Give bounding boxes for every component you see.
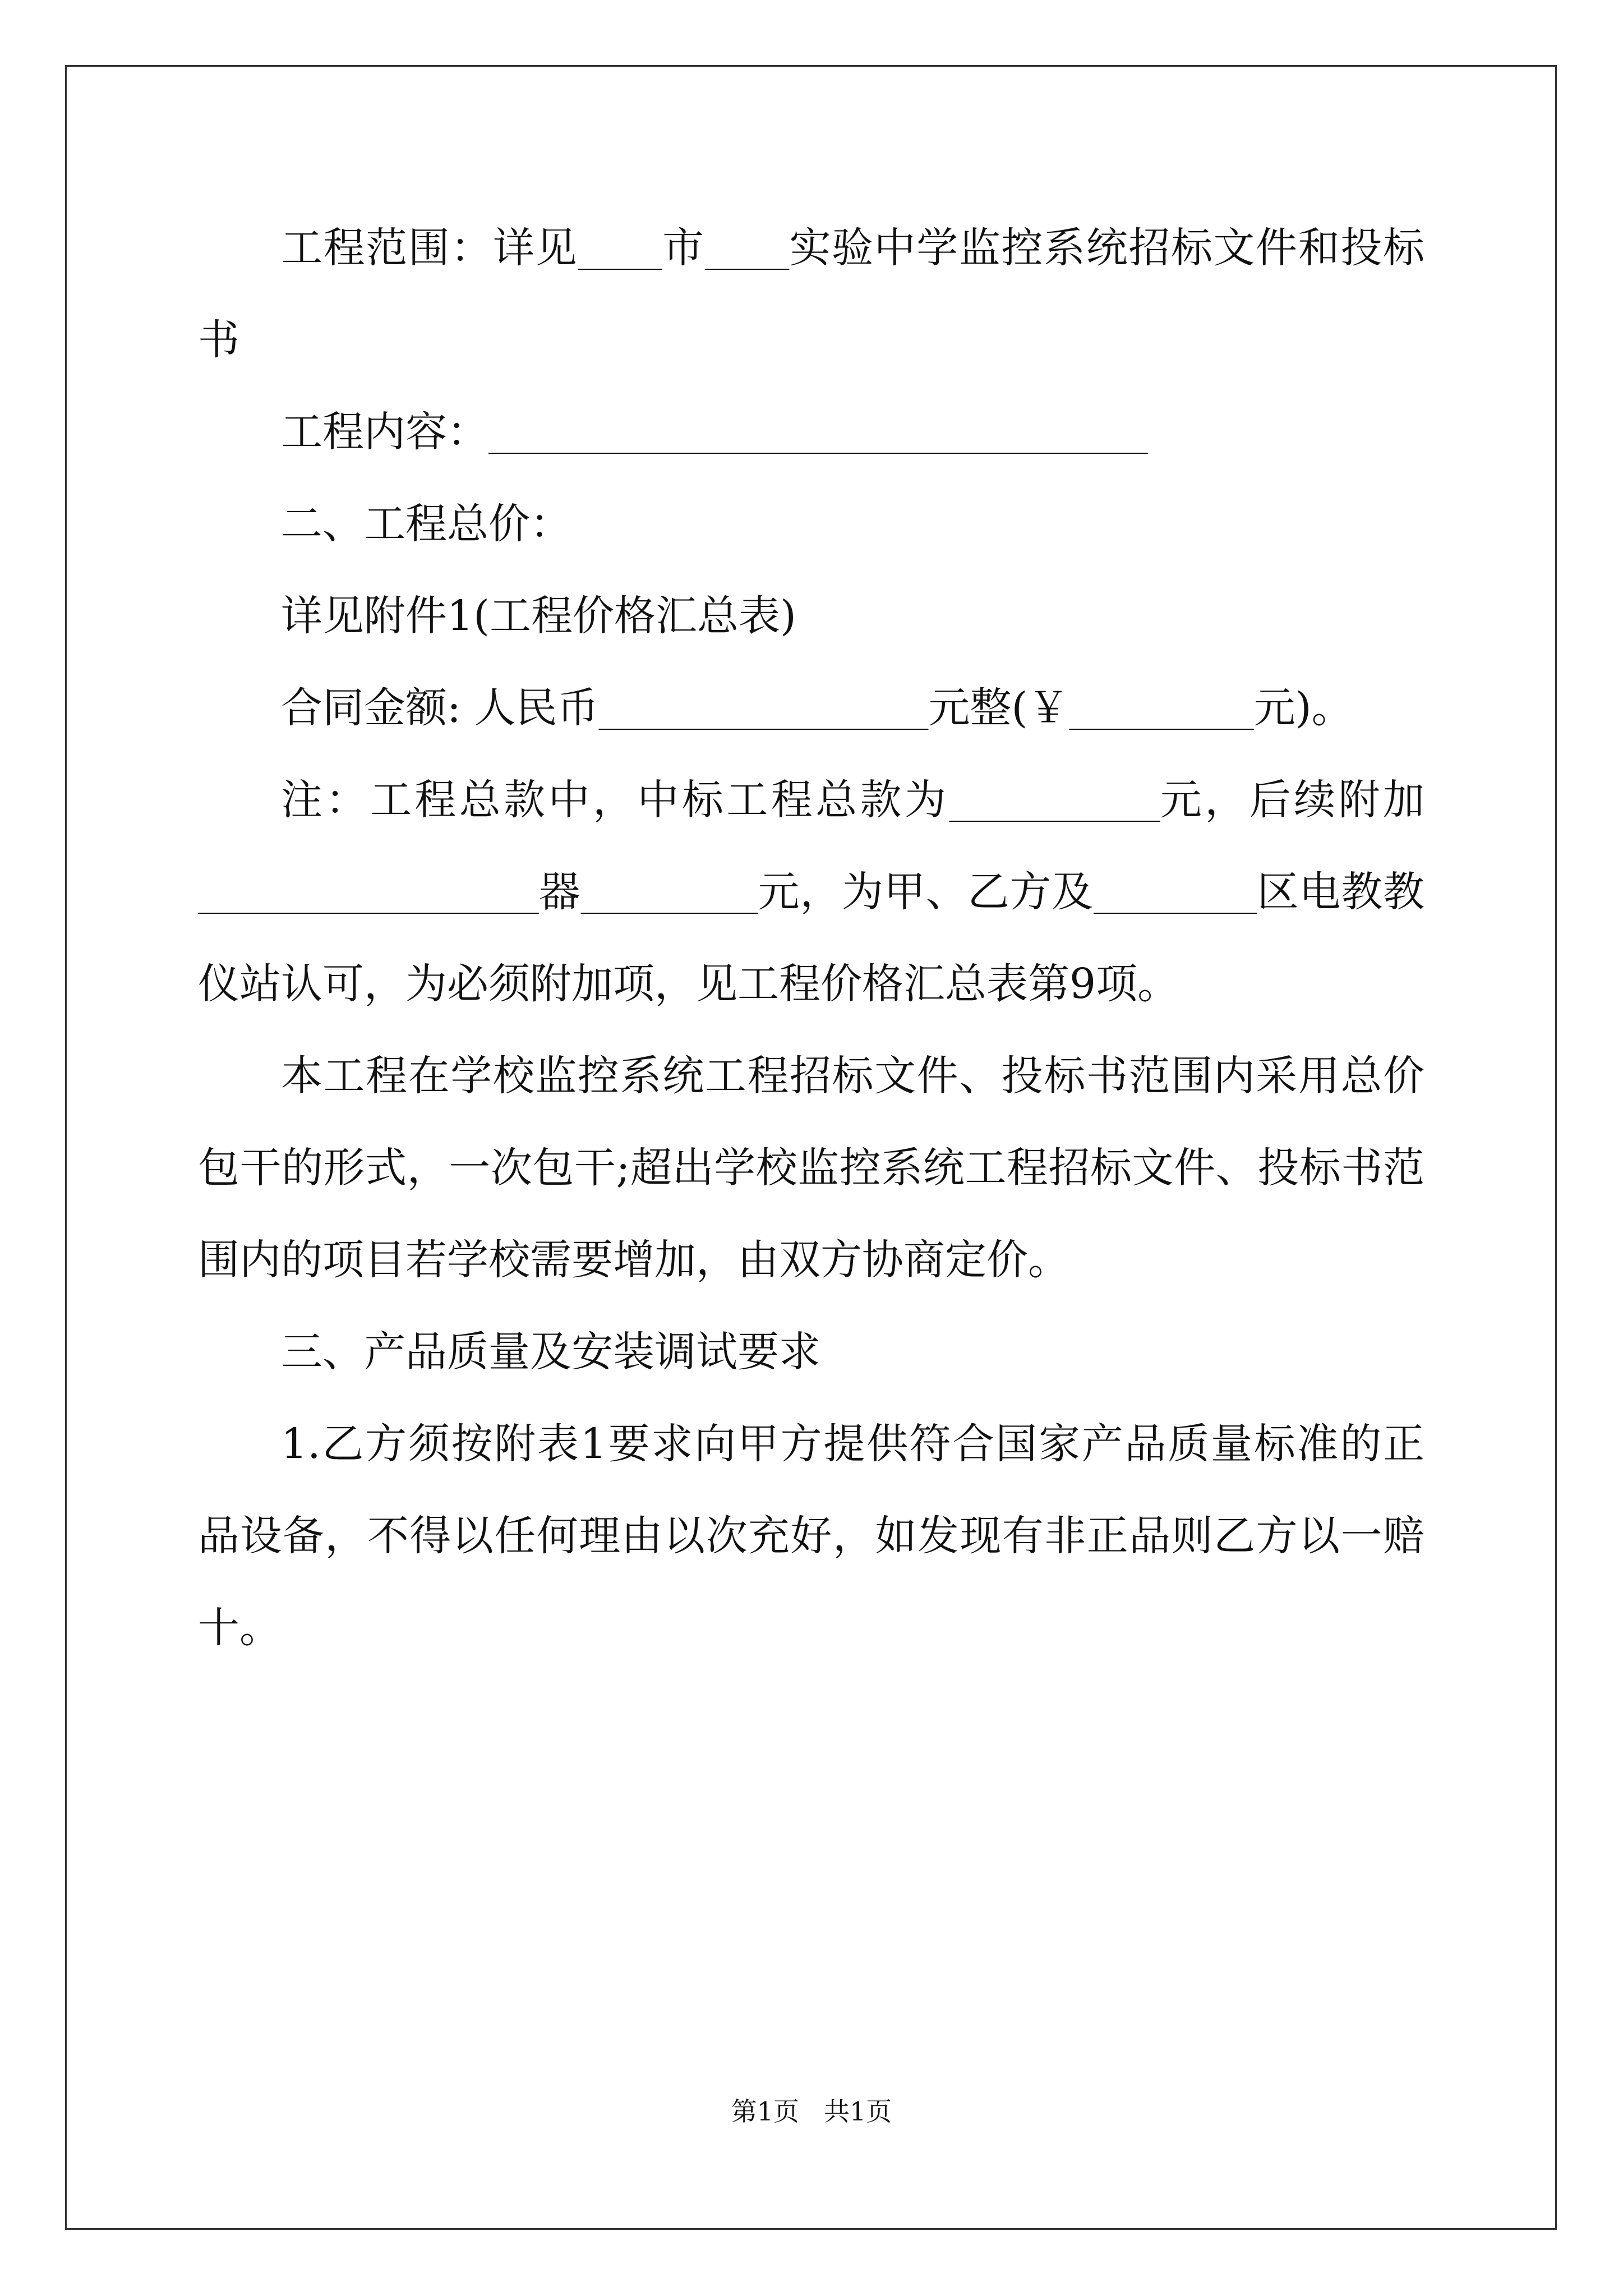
paragraph-text: 工程内容： (281, 408, 488, 456)
paragraph-text: 合同金额: 人民币 (281, 684, 599, 732)
paragraph-text: 元，后续附加 (1160, 776, 1425, 824)
paragraph-attachment (198, 570, 1424, 662)
paragraph-text: 三、产品质量及安装调试要求 (281, 1328, 820, 1376)
fill-blank (705, 224, 790, 272)
fill-blank (1094, 868, 1257, 916)
paragraph-text: 元，为甲、乙方及 (758, 868, 1094, 916)
paragraph-section3 (198, 1306, 1424, 1398)
paragraph-text: 本工程在学校监控系统工程招标文件、投标书范围内采用总价包干的形式，一次包干;超出学校监控系统工程招标文件、投标书范围内的项目若学校需要增加，由双方协商定价。 (198, 1052, 1424, 1284)
page-total: 共1页 (824, 2096, 892, 2127)
fill-blank (581, 868, 758, 916)
paragraph-text: 器 (538, 868, 581, 916)
paragraph-text: 详见附件1(工程价格汇总表) (281, 592, 796, 640)
page-footer (0, 2091, 1623, 2128)
paragraph-text: 注：工程总款中，中标工程总款为 (281, 776, 949, 824)
paragraph-text: 二、工程总价： (281, 500, 571, 548)
paragraph-text: 实验中学监控系统招标文件和投标书 (198, 224, 1424, 364)
fill-blank (578, 224, 662, 272)
paragraph-text: 元整(￥ (928, 684, 1069, 732)
page-number: 第1页 (731, 2096, 799, 2127)
fill-blank (949, 776, 1160, 824)
paragraph-item1 (198, 1398, 1424, 1674)
document-body (198, 202, 1424, 1674)
paragraph-text: 1.乙方须按附表1要求向甲方提供符合国家产品质量标准的正品设备，不得以任何理由以次充好，如发现有非正品则乙方以一赔十。 (198, 1420, 1424, 1652)
paragraph-text: 元)。 (1253, 684, 1353, 732)
paragraph-section2 (198, 478, 1424, 570)
paragraph-text: 区电教教仪站认可，为必须附加项，见工程价格汇总表第9项。 (198, 868, 1425, 1008)
paragraph-lump-sum (198, 1030, 1424, 1306)
paragraph-text: 市 (662, 224, 705, 272)
fill-blank (1069, 684, 1253, 732)
paragraph-amount (198, 662, 1424, 754)
paragraph-text: 工程范围：详见 (281, 224, 578, 272)
fill-blank (598, 684, 928, 732)
fill-blank (198, 868, 539, 916)
paragraph-note (198, 754, 1424, 1030)
paragraph-content (198, 386, 1424, 478)
paragraph-scope (198, 202, 1424, 386)
fill-blank (488, 408, 1148, 456)
